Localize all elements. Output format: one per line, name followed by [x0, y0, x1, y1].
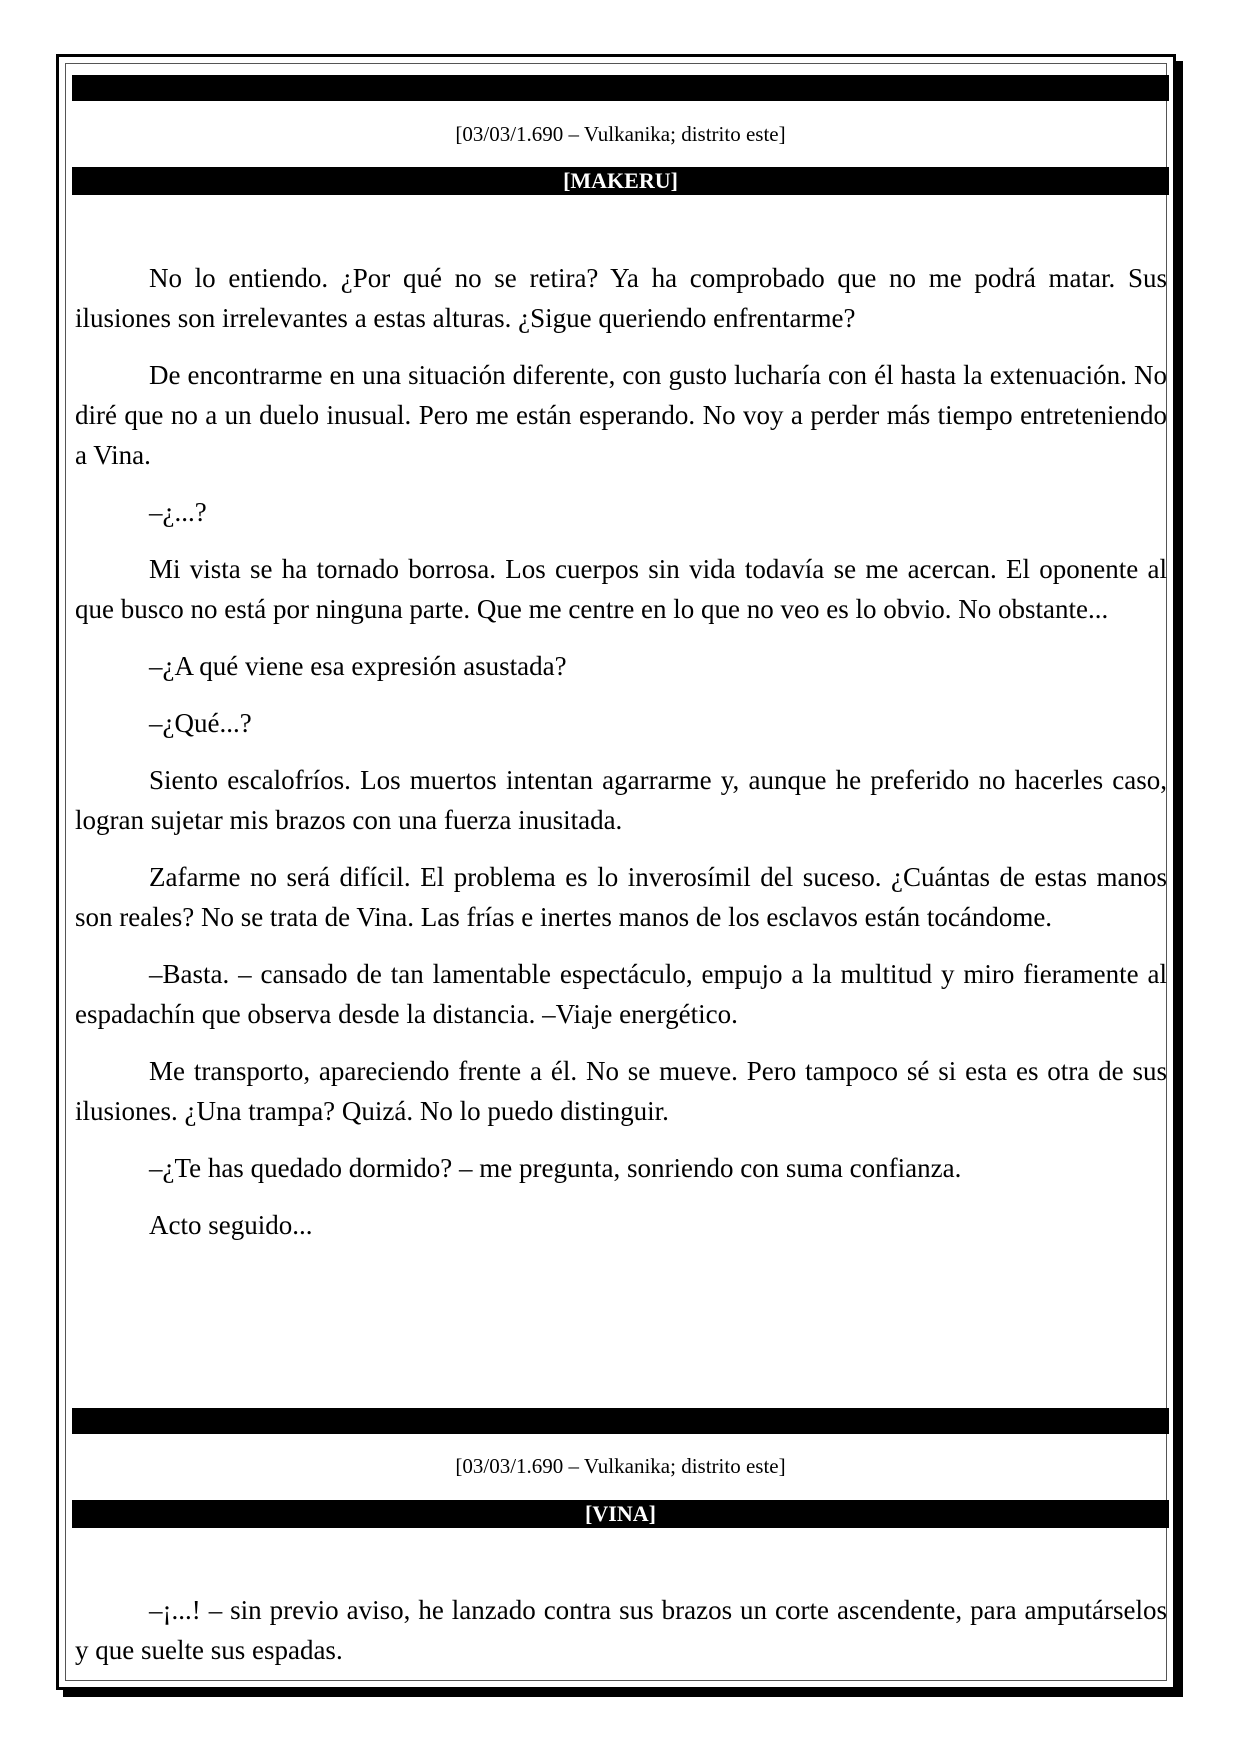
paragraph: –¿A qué viene esa expresión asustada? [149, 651, 567, 681]
section-divider-bar [72, 75, 1169, 101]
paragraph: –¿Qué...? [149, 708, 252, 738]
paragraph: Me transporto, apareciendo frente a él. No se mueve. Pero tampoco sé si esta es otra de sus ilusiones. ¿Una trampa? Quizá. No lo puedo distinguir. [75, 1056, 1167, 1126]
paragraph: –Basta. – cansado de tan lamentable espectáculo, empujo a la multitud y miro fieramente al espadachín que observa desde la distancia. –Viaje energético. [75, 959, 1167, 1029]
paragraph: Siento escalofríos. Los muertos intentan agarrarme y, aunque he preferido no hacerles caso, logran sujetar mis brazos con una fuerza inusitada. [75, 765, 1167, 835]
character-header-bar: [VINA] [72, 1500, 1169, 1528]
section-date-line: [03/03/1.690 – Vulkanika; distrito este] [455, 1454, 786, 1478]
paragraph: –¿...? [149, 497, 207, 527]
paragraph: Zafarme no será difícil. El problema es lo inverosímil del suceso. ¿Cuántas de estas manos son reales? No se trata de Vina. Las frías e inertes manos de los esclavos están tocándome. [75, 862, 1167, 932]
section-divider-bar [72, 1408, 1169, 1434]
section-date-line: [03/03/1.690 – Vulkanika; distrito este] [455, 122, 786, 146]
paragraph: Mi vista se ha tornado borrosa. Los cuerpos sin vida todavía se me acercan. El oponente al que busco no está por ninguna parte. Que me centre en lo que no veo es lo obvio. No obstante... [75, 554, 1167, 624]
paragraph: De encontrarme en una situación diferente, con gusto lucharía con él hasta la extenuación. No diré que no a un duelo inusual. Pero me están esperando. No voy a perder más tiempo entreteniendo a Vina. [75, 360, 1167, 470]
paragraph: –¿Te has quedado dormido? – me pregunta, sonriendo con suma confianza. [149, 1153, 962, 1183]
character-header-bar: [MAKERU] [72, 167, 1169, 195]
paragraph: Acto seguido... [149, 1210, 313, 1240]
section-body-makeru [75, 258, 1167, 1262]
paragraph: No lo entiendo. ¿Por qué no se retira? Ya ha comprobado que no me podrá matar. Sus ilusiones son irrelevantes a estas alturas. ¿Sigue queriendo enfrentarme? [75, 263, 1167, 333]
paragraph: –¡...! – sin previo aviso, he lanzado contra sus brazos un corte ascendente, para amputárselos y que suelte sus espadas. [75, 1595, 1167, 1665]
section-body-vina [75, 1590, 1167, 1687]
